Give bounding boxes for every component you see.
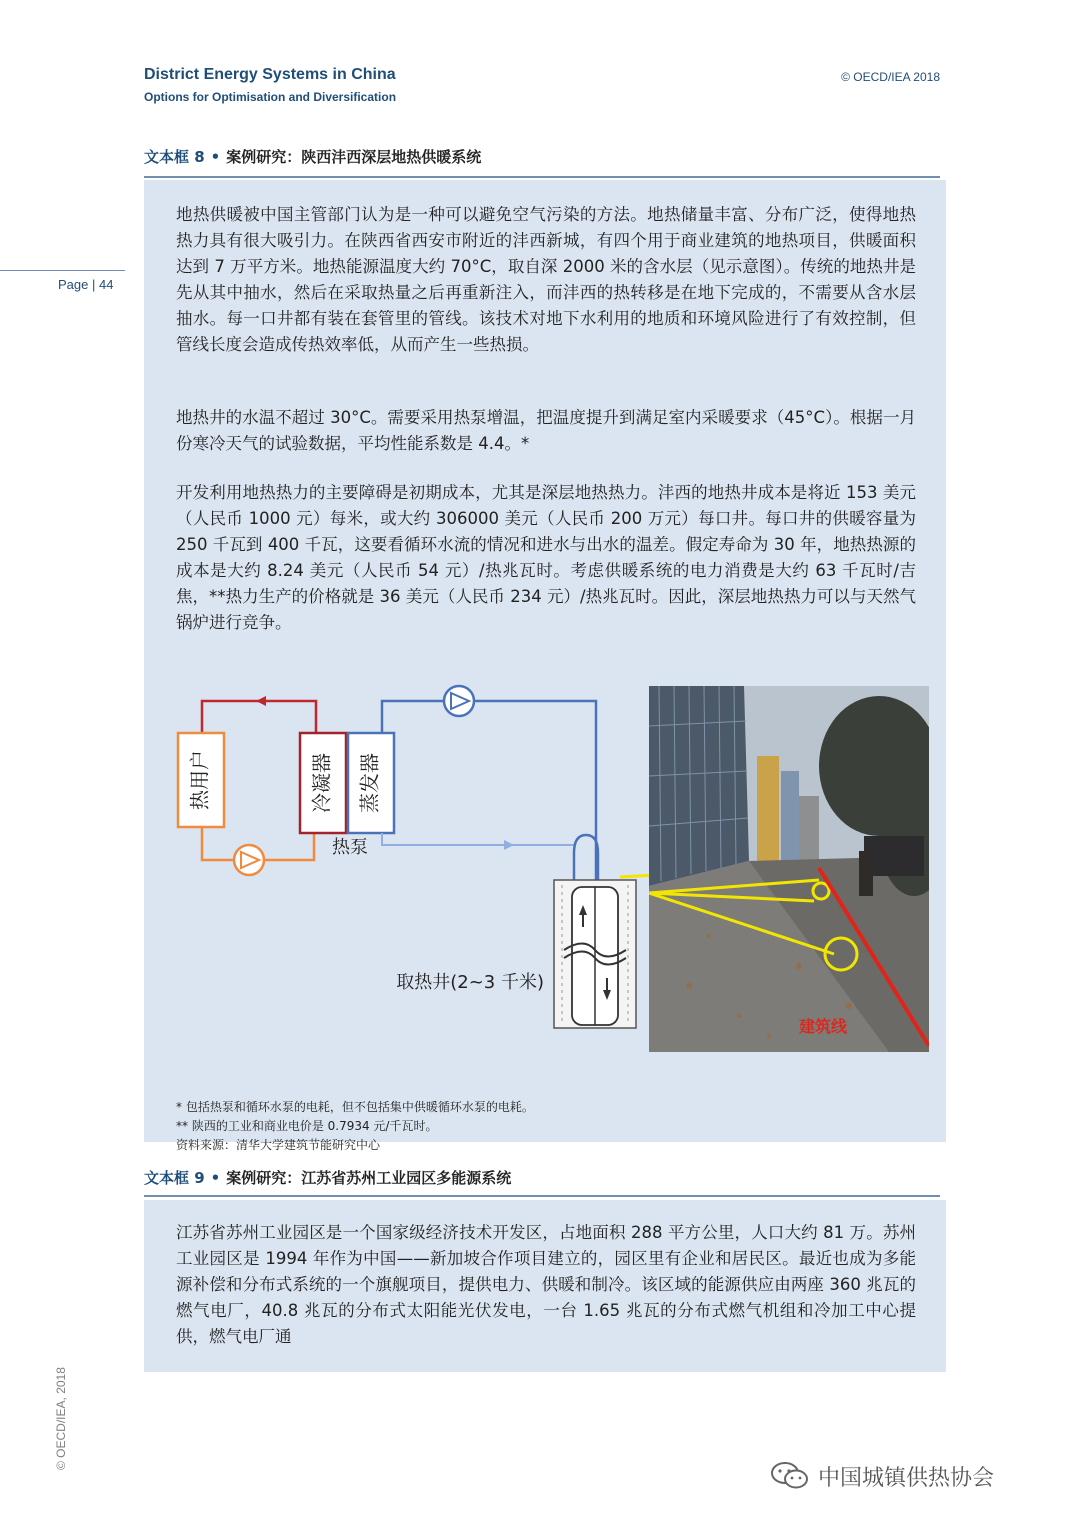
- heat-user-label: 热用户: [187, 750, 212, 810]
- heading-bullet: •: [210, 148, 221, 166]
- geothermal-pump-icon: [444, 686, 474, 716]
- box8-panel: [144, 180, 946, 1152]
- return-line: [202, 825, 234, 860]
- header-copyright: © OECD/IEA 2018: [841, 70, 940, 84]
- hot-supply-line: [202, 701, 316, 733]
- flow-arrow-left: [256, 696, 266, 706]
- note-source: 资料来源：清华大学建筑节能研究中心: [176, 1138, 381, 1152]
- box8-heading: [144, 146, 481, 167]
- box9-paragraph: 江苏省苏州工业园区是一个国家级经济技术开发区，占地面积 288 平方公里，人口大约 81 万。苏州工业园区是 1994 年作为中国——新加坡合作项目建立的，园区里有企业和居民区。最近也成为多能源补偿和分布式系统的一个旗舰项目，提供电力、供暖和制冷。该区域的能源供应由两座 360 兆瓦的燃气电厂，40.8 兆瓦的分布式太阳能光伏发电，一台 1.65 兆瓦的分布式燃气机组和冷加工中心提供，燃气电厂通: [176, 1223, 916, 1346]
- box9-heading-rule: [144, 1195, 940, 1197]
- box9-heading: [144, 1167, 511, 1188]
- box8-label: 文本框 8: [144, 148, 205, 166]
- geo-return-line: [382, 833, 574, 845]
- flow-arrow-right: [504, 840, 514, 850]
- note-1: * 包括热泵和循环水泵的电耗，但不包括集中供暖循环水泵的电耗。: [176, 1100, 534, 1114]
- note-2: ** 陕西的工业和商业电价是 0.7934 元/千瓦时。: [176, 1119, 438, 1133]
- margin-divider: [0, 270, 125, 271]
- document-subtitle: Options for Optimisation and Diversification: [144, 90, 397, 104]
- circulation-pump-icon: [234, 845, 264, 875]
- geo-supply-line: [382, 701, 444, 733]
- vertical-copyright: © OECD/IEA, 2018: [54, 1367, 68, 1470]
- page-number: Page | 44: [58, 277, 114, 292]
- heat-pump-label: 热泵: [332, 837, 368, 858]
- heat-pump-schematic: [164, 675, 654, 1055]
- well-icon: [554, 880, 636, 1028]
- box9-label: 文本框 9: [144, 1169, 205, 1187]
- geo-supply-line-2: [474, 701, 596, 890]
- condenser-label: 冷凝器: [309, 753, 334, 813]
- box8-heading-rule: [144, 176, 940, 178]
- box9-panel: [144, 1200, 946, 1372]
- watermark-text: 中国城镇供热协会: [818, 1465, 995, 1491]
- heading-bullet: •: [210, 1169, 221, 1187]
- well-label: 取热井(2~3 千米): [396, 972, 544, 993]
- box8-notes: [176, 1098, 534, 1155]
- wechat-icon: [770, 1460, 810, 1492]
- box9-title: 案例研究：江苏省苏州工业园区多能源系统: [226, 1169, 512, 1187]
- building-line-label: 建筑线: [799, 1017, 848, 1036]
- box8-paragraph-2: 地热井的水温不超过 30°C。需要采用热泵增温，把温度提升到满足室内采暖要求（45°C）。根据一月份寒冷天气的试验数据，平均性能系数是 4.4。*: [176, 408, 916, 453]
- evaporator-label: 蒸发器: [357, 753, 382, 813]
- wechat-watermark: [770, 1460, 994, 1492]
- site-photo: [649, 686, 929, 1052]
- box8-title: 案例研究：陕西沣西深层地热供暖系统: [226, 148, 482, 166]
- document-title: District Energy Systems in China: [144, 66, 396, 83]
- box8-paragraph-1: 地热供暖被中国主管部门认为是一种可以避免空气污染的方法。地热储量丰富、分布广泛，使得地热热力具有很大吸引力。在陕西省西安市附近的沣西新城，有四个用于商业建筑的地热项目，供暖面积达到 7 万平方米。地热能源温度大约 70°C，取自深 2000 米的含水层（见示意图）。传统的地热井是先从其中抽水，然后在采取热量之后再重新注入，而沣西的热转移是在地下完成的，不需要从含水层抽水。每一口井都有装在套管里的管线。该技术对地下水利用的地质和环境风险进行了有效控制，但管线长度会造成传热效率低，从而产生一些热损。: [176, 205, 916, 354]
- box8-paragraph-3: 开发利用地热热力的主要障碍是初期成本，尤其是深层地热热力。沣西的地热井成本是将近 153 美元（人民币 1000 元）每米，或大约 306000 美元（人民币 200 万元）每口井。每口井的供暖容量为 250 千瓦到 400 千瓦，这要看循环水流的情况和进水与出水的温差。假定寿命为 30 年，地热热源的成本是大约 8.24 美元（人民币 54 元）/热兆瓦时。考虑供暖系统的电力消费是大约 63 千瓦时/吉焦，**热力生产的价格就是 36 美元（人民币 234 元）/热兆瓦时。因此，深层地热热力可以与天然气锅炉进行竞争。: [176, 483, 916, 632]
